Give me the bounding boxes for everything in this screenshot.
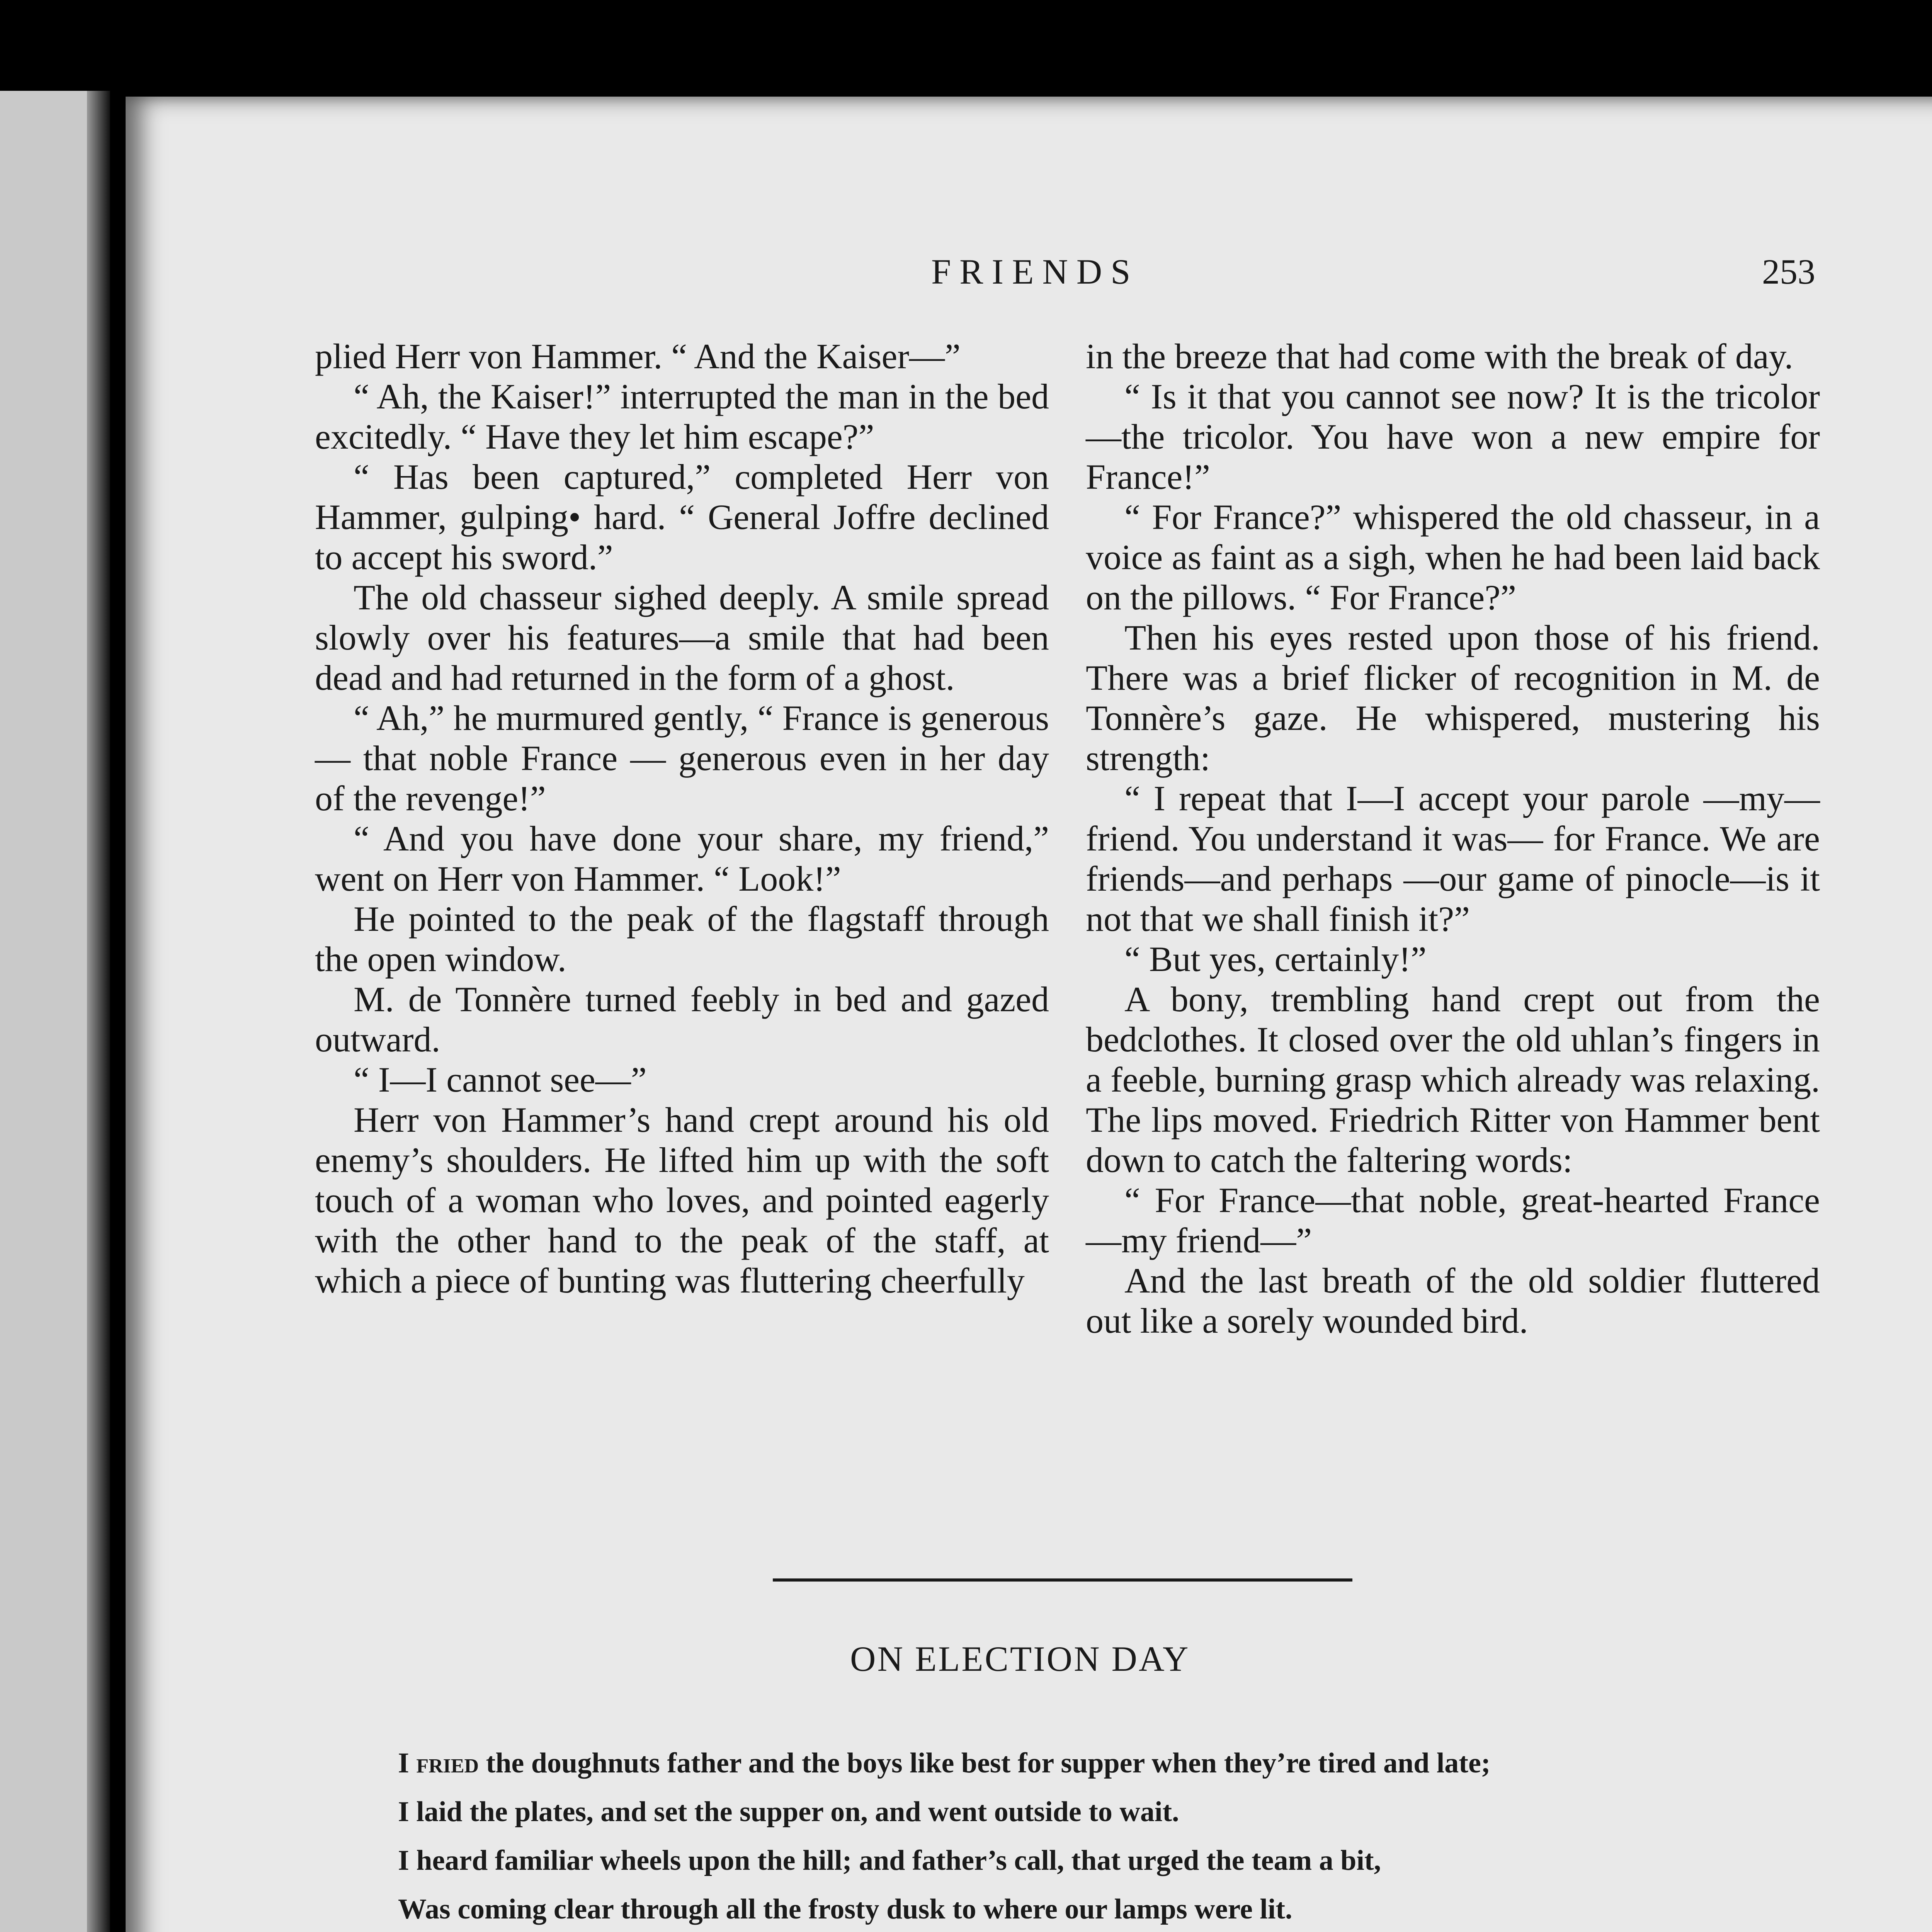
story-paragraph: And the last breath of the old soldier fluttered out like a sorely wounded bird. xyxy=(1086,1261,1820,1340)
story-paragraph: “ Ah,” he murmured gently, “ France is generous — that noble France — generous even in her day of the revenge!” xyxy=(315,698,1049,818)
story-column-left xyxy=(315,336,1049,1301)
book-gutter-shadow xyxy=(87,91,110,1932)
poem-line: Was coming clear through all the frosty dusk to where our lamps were lit. xyxy=(398,1893,1293,1925)
story-paragraph: “ I repeat that I—I accept your parole —my—friend. You understand it was— for France. We are friends—and perhaps —our game of pinocle—is it not that we shall finish it?” xyxy=(1086,779,1820,939)
poem-line xyxy=(398,1739,1789,1787)
story-paragraph: “ For France?” whispered the old chasseur, in a voice as faint as a sigh, when he had been laid back on the pillows. “ For France?” xyxy=(1086,497,1820,617)
story-paragraph: plied Herr von Hammer. “ And the Kaiser—” xyxy=(315,337,961,376)
story-paragraph: “ Is it that you cannot see now? It is the tricolor—the tricolor. You have won a new empire for France!” xyxy=(1086,377,1820,497)
poem-line-text: the doughnuts father and the boys like best for supper when they’re tired and late; xyxy=(479,1747,1491,1779)
running-head: FRIENDS xyxy=(931,252,1139,291)
story-paragraph: “ But yes, certainly!” xyxy=(1124,939,1427,979)
story-paragraph: “ Ah, the Kaiser!” interrupted the man in the bed excitedly. “ Have they let him escape?” xyxy=(315,377,1049,456)
adjacent-page-edge xyxy=(0,91,99,1932)
page-number: 253 xyxy=(1762,252,1815,291)
story-paragraph: “ I—I cannot see—” xyxy=(354,1060,647,1099)
poem-line: I laid the plates, and set the supper on, and went outside to wait. xyxy=(398,1796,1179,1828)
poem-body xyxy=(398,1739,1789,1932)
poem-lead-word: I xyxy=(398,1747,417,1779)
poem-title: ON ELECTION DAY xyxy=(850,1639,1190,1679)
story-paragraph: A bony, trembling hand crept out from the bedclothes. It closed over the old uhlan’s fingers in a feeble, burning grasp which already was relaxing. The lips moved. Friedrich Ritter von Hammer bent down to catch the faltering words: xyxy=(1086,980,1820,1180)
story-paragraph: Herr von Hammer’s hand crept around his old enemy’s shoulders. He lifted him up with the soft touch of a woman who loves, and pointed eagerly with the other hand to the peak of the staff, at which a piece of bunting was fluttering cheerfully xyxy=(315,1100,1049,1300)
story-paragraph: M. de Tonnère turned feebly in bed and gazed outward. xyxy=(315,980,1049,1059)
poem-first-word: fried xyxy=(416,1747,479,1779)
story-paragraph: The old chasseur sighed deeply. A smile spread slowly over his features—a smile that had been dead and had returned in the form of a ghost. xyxy=(315,578,1049,697)
story-paragraph: “ For France—that noble, great-hearted France—my friend—” xyxy=(1086,1180,1820,1260)
story-paragraph: in the breeze that had come with the break of day. xyxy=(1086,337,1793,376)
story-paragraph: He pointed to the peak of the flagstaff through the open window. xyxy=(315,899,1049,979)
story-paragraph: “ And you have done your share, my friend,” went on Herr von Hammer. “ Look!” xyxy=(315,819,1049,898)
poem-line: I heard familiar wheels upon the hill; and father’s call, that urged the team a bit, xyxy=(398,1845,1381,1876)
section-divider-rule xyxy=(773,1578,1352,1582)
story-paragraph: Then his eyes rested upon those of his friend. There was a brief flicker of recognition in M. de Tonnère’s gaze. He whispered, mustering his strength: xyxy=(1086,618,1820,778)
story-paragraph: “ Has been captured,” completed Herr von Hammer, gulping• hard. “ General Joffre declined to accept his sword.” xyxy=(315,457,1049,577)
story-column-right xyxy=(1086,336,1820,1341)
